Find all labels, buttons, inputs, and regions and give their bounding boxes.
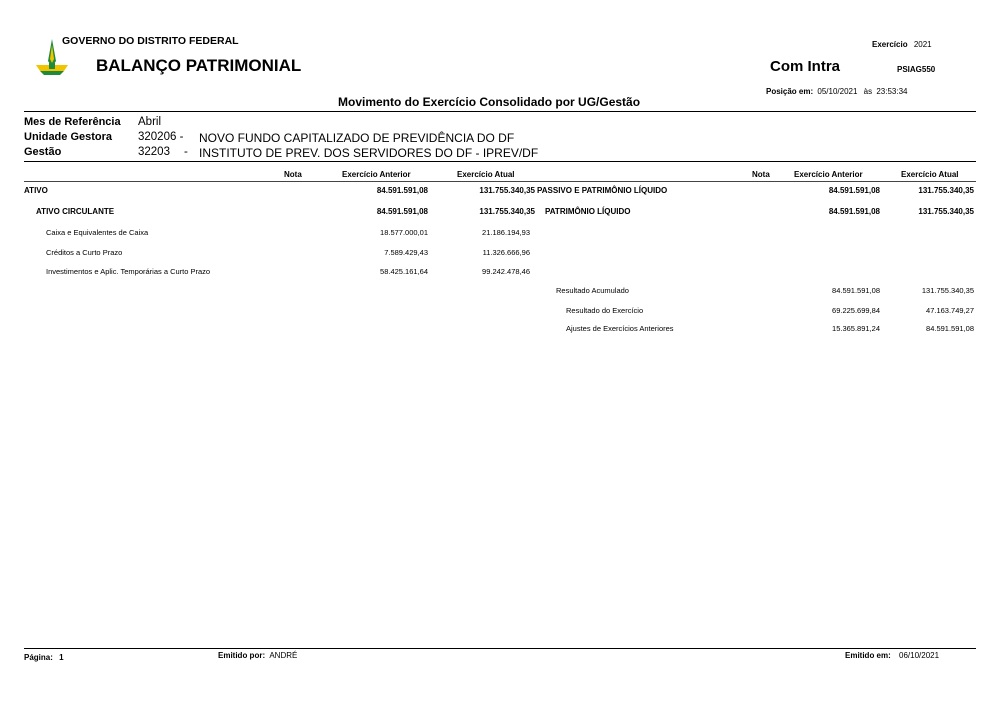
report-code: PSIAG550 — [897, 65, 936, 74]
com-intra-label: Com Intra — [770, 58, 841, 75]
ug-code: 320206 - — [138, 131, 184, 143]
col-anterior-left: Exercício Anterior — [342, 170, 411, 179]
col-atual-right: Exercício Atual — [901, 170, 959, 179]
investimentos-anterior: 58.425.161,64 — [380, 267, 428, 276]
report-title: BALANÇO PATRIMONIAL — [96, 56, 302, 75]
passivo-pl-anterior: 84.591.591,08 — [828, 186, 880, 195]
exercicio-value: 2021 — [913, 40, 932, 49]
emitido-por-label: Emitido por: — [218, 651, 266, 660]
investimentos-label: Investimentos e Aplic. Temporárias a Curto Prazo — [46, 267, 211, 276]
emitido-em-info — [845, 651, 939, 660]
gestao-name: INSTITUTO DE PREV. DOS SERVIDORES DO DF - IPREV/DF — [199, 146, 539, 160]
resultado-acumulado-atual: 131.755.340,35 — [921, 286, 974, 295]
pagina-value: 1 — [59, 653, 64, 662]
passivo-pl-label: PASSIVO E PATRIMÔNIO LÍQUIDO — [537, 186, 668, 195]
col-nota-right: Nota — [752, 170, 770, 179]
mes-value: Abril — [138, 116, 162, 128]
creditos-anterior: 7.589.429,43 — [384, 248, 428, 257]
emitido-por-value: ANDRÉ — [269, 651, 298, 660]
ug-label: Unidade Gestora — [24, 131, 113, 143]
passivo-pl-atual: 131.755.340,35 — [918, 186, 974, 195]
posicao-info — [766, 87, 907, 96]
resultado-exercicio-label: Resultado do Exercício — [566, 306, 644, 315]
mes-label: Mes de Referência — [24, 116, 121, 128]
col-atual-left: Exercício Atual — [457, 170, 515, 179]
report-subtitle: Movimento do Exercício Consolidado por UG/Gestão — [338, 95, 641, 109]
ajustes-anterior: 15.365.891,24 — [832, 324, 880, 333]
resultado-exercicio-atual: 47.163.749,27 — [926, 306, 974, 315]
ativo-circulante-label: ATIVO CIRCULANTE — [36, 207, 115, 216]
resultado-acumulado-label: Resultado Acumulado — [556, 286, 629, 295]
pagina-info — [24, 653, 64, 662]
gestao-sep: - — [184, 146, 188, 158]
posicao-date: 05/10/2021 — [817, 87, 858, 96]
caixa-atual: 21.186.194,93 — [482, 228, 530, 237]
emitido-em-label: Emitido em: — [845, 651, 891, 660]
resultado-exercicio-anterior: 69.225.699,84 — [832, 306, 880, 315]
exercicio-info — [872, 40, 932, 49]
footer-rule — [24, 648, 976, 649]
ativo-atual: 131.755.340,35 — [479, 186, 535, 195]
col-nota-left: Nota — [284, 170, 302, 179]
header-rule — [24, 111, 976, 112]
posicao-label: Posição em: — [766, 87, 814, 96]
info-rule — [24, 161, 976, 162]
gestao-label: Gestão — [24, 146, 62, 158]
gov-name: GOVERNO DO DISTRITO FEDERAL — [62, 35, 239, 47]
ativo-label: ATIVO — [24, 186, 48, 195]
investimentos-atual: 99.242.478,46 — [482, 267, 530, 276]
caixa-anterior: 18.577.000,01 — [380, 228, 428, 237]
posicao-time: 23:53:34 — [876, 87, 908, 96]
columns-rule — [24, 181, 976, 182]
caixa-label: Caixa e Equivalentes de Caixa — [46, 228, 149, 237]
emitido-por-info — [218, 651, 297, 660]
patrimonio-liquido-anterior: 84.591.591,08 — [828, 207, 880, 216]
posicao-as: às — [863, 87, 873, 96]
patrimonio-liquido-label: PATRIMÔNIO LÍQUIDO — [545, 207, 631, 216]
ativo-circulante-atual: 131.755.340,35 — [479, 207, 535, 216]
gestao-code: 32203 — [138, 146, 170, 158]
pagina-label: Página: — [24, 653, 53, 662]
resultado-acumulado-anterior: 84.591.591,08 — [832, 286, 880, 295]
ajustes-label: Ajustes de Exercícios Anteriores — [566, 324, 674, 333]
ativo-circulante-anterior: 84.591.591,08 — [376, 207, 428, 216]
exercicio-label: Exercício — [872, 40, 908, 49]
emitido-em-value: 06/10/2021 — [899, 651, 940, 660]
ajustes-atual: 84.591.591,08 — [926, 324, 974, 333]
creditos-atual: 11.326.666,96 — [482, 248, 530, 257]
ug-name: NOVO FUNDO CAPITALIZADO DE PREVIDÊNCIA DO DF — [199, 131, 515, 145]
patrimonio-liquido-atual: 131.755.340,35 — [918, 207, 974, 216]
ativo-anterior: 84.591.591,08 — [376, 186, 428, 195]
col-anterior-right: Exercício Anterior — [794, 170, 863, 179]
creditos-label: Créditos a Curto Prazo — [46, 248, 123, 257]
